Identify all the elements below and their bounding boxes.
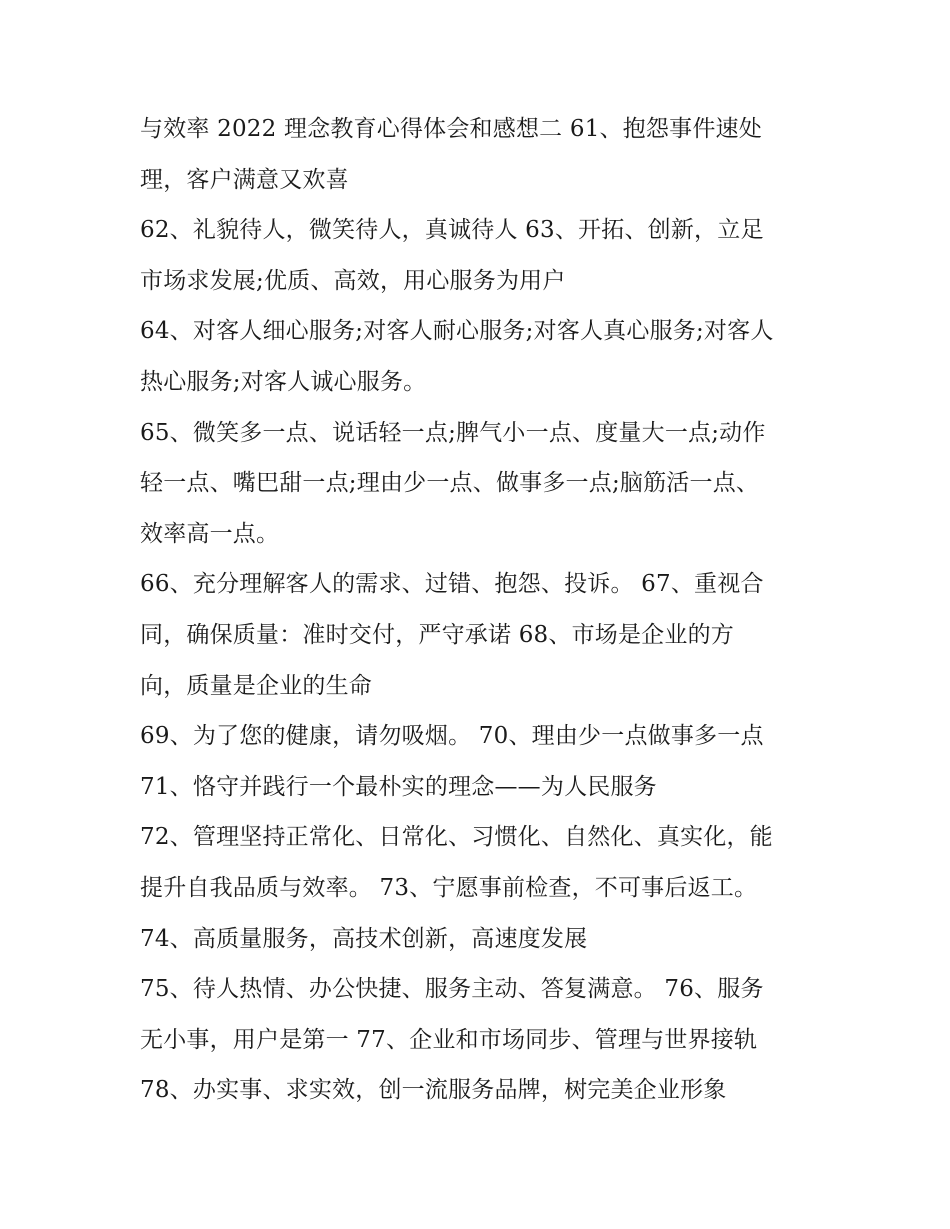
text-line: 向，质量是企业的生命 bbox=[140, 672, 372, 699]
text-line: 69、为了您的健康，请勿吸烟。 70、理由少一点做事多一点 bbox=[140, 723, 764, 750]
text-line: 72、管理坚持正常化、日常化、习惯化、自然化、真实化，能 bbox=[140, 824, 773, 851]
text-line: 78、办实事、求实效，创一流服务品牌，树完美企业形象 bbox=[140, 1077, 727, 1104]
text-line: 效率高一点。 bbox=[140, 520, 280, 547]
text-line: 同，确保质量：准时交付，严守承诺 68、市场是企业的方 bbox=[140, 621, 734, 648]
text-line: 65、微笑多一点、说话轻一点;脾气小一点、度量大一点;动作 bbox=[140, 419, 766, 446]
text-line: 无小事，用户是第一 77、企业和市场同步、管理与世界接轨 bbox=[140, 1026, 758, 1053]
text-line: 热心服务;对客人诚心服务。 bbox=[140, 368, 427, 395]
text-line: 75、待人热情、办公快捷、服务主动、答复满意。 76、服务 bbox=[140, 976, 764, 1003]
text-line: 62、礼貌待人，微笑待人，真诚待人 63、开拓、创新，立足 bbox=[140, 217, 764, 244]
text-line: 提升自我品质与效率。 73、宁愿事前检查，不可事后返工。 bbox=[140, 874, 758, 901]
text-line: 74、高质量服务，高技术创新，高速度发展 bbox=[140, 925, 588, 952]
text-line: 市场求发展;优质、高效，用心服务为用户 bbox=[140, 267, 566, 294]
text-line: 轻一点、嘴巴甜一点;理由少一点、做事多一点;脑筋活一点、 bbox=[140, 470, 760, 497]
text-line: 71、恪守并践行一个最朴实的理念——为人民服务 bbox=[140, 773, 657, 800]
text-line: 66、充分理解客人的需求、过错、抱怨、投诉。 67、重视合 bbox=[140, 571, 764, 598]
text-line: 与效率 2022 理念教育心得体会和感想二 61、抱怨事件速处 bbox=[140, 116, 762, 142]
body-text bbox=[140, 104, 820, 1116]
text-line: 64、对客人细心服务;对客人耐心服务;对客人真心服务;对客人 bbox=[140, 318, 774, 345]
text-line: 理，客户满意又欢喜 bbox=[140, 166, 349, 193]
